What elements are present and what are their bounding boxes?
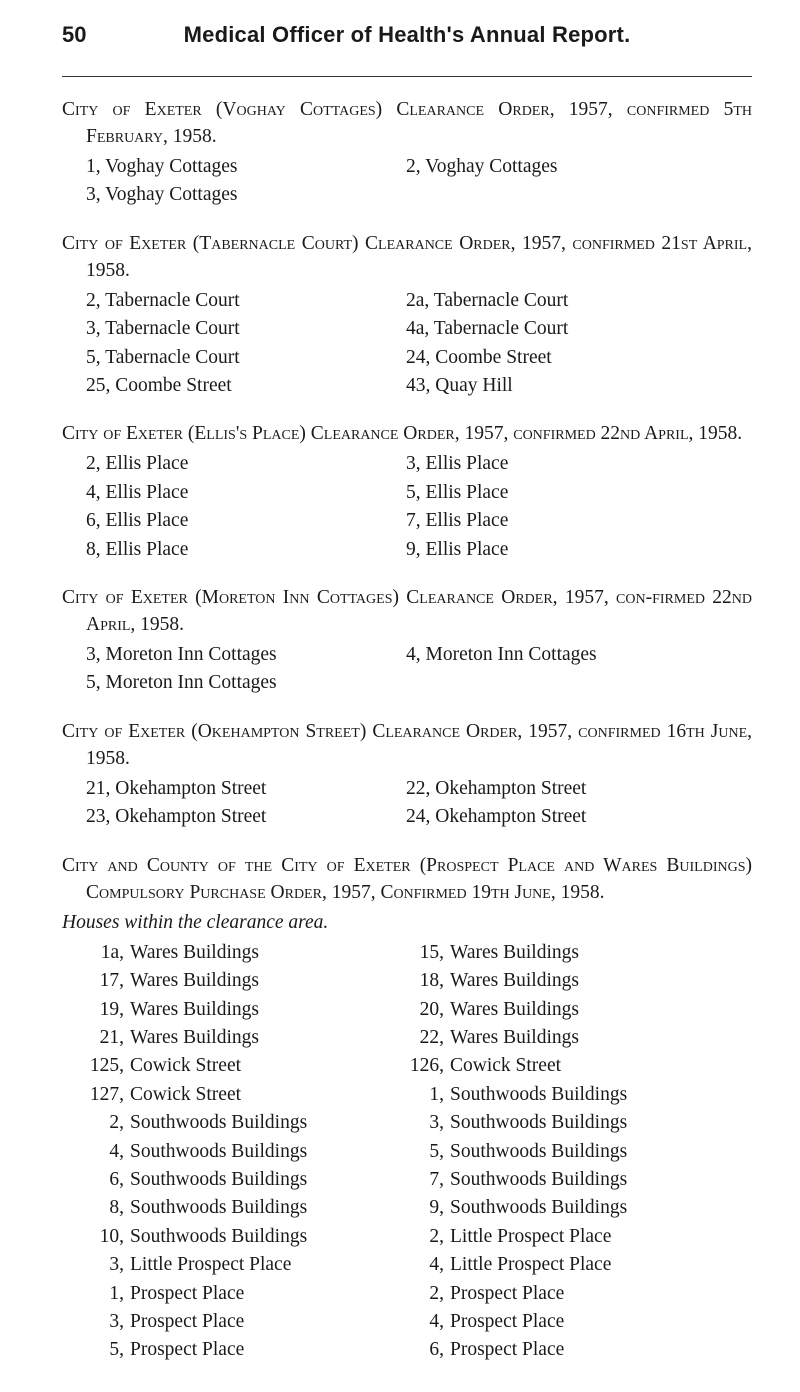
house-street: Cowick Street	[450, 1055, 562, 1077]
house-item	[402, 1138, 732, 1166]
page-number: 50	[62, 22, 87, 47]
house-item	[402, 1109, 732, 1137]
house-number: 22,	[419, 1026, 444, 1048]
house-item	[402, 1308, 732, 1336]
house-item	[402, 1081, 732, 1109]
property-item: 25, Coombe Street	[86, 375, 232, 397]
house-street: Southwoods Buildings	[130, 1140, 308, 1162]
house-number: 2,	[109, 1112, 124, 1134]
page-content	[62, 96, 752, 1385]
house-street: Wares Buildings	[450, 941, 579, 963]
property-item: 6, Ellis Place	[86, 510, 189, 532]
house-number: 125,	[89, 1055, 124, 1077]
house-street: Southwoods Buildings	[450, 1112, 628, 1134]
house-item	[402, 1166, 732, 1194]
house-number: 9,	[429, 1197, 444, 1219]
house-number: 5,	[109, 1339, 124, 1361]
house-street: Southwoods Buildings	[130, 1225, 308, 1247]
house-item	[82, 1336, 402, 1364]
house-street: Southwoods Buildings	[450, 1083, 628, 1105]
report-title: Medical Officer of Health's Annual Report.	[183, 22, 631, 47]
house-number: 1a,	[100, 941, 124, 963]
house-street: Wares Buildings	[130, 998, 259, 1020]
house-item	[82, 1166, 402, 1194]
house-item	[82, 1109, 402, 1137]
property-item: 1, Voghay Cottages	[86, 156, 238, 177]
property-list	[86, 153, 752, 210]
clearance-order-section	[62, 96, 752, 210]
property-item: 22, Okehampton Street	[406, 777, 587, 799]
house-street: Wares Buildings	[450, 1026, 579, 1048]
houses-list	[82, 939, 752, 1365]
house-number: 1,	[429, 1083, 444, 1105]
clearance-order-section	[62, 718, 752, 832]
house-number: 4,	[429, 1310, 444, 1332]
house-number: 21,	[99, 1026, 124, 1048]
subheading: Houses within the clearance area.	[62, 911, 329, 933]
property-item: 3, Tabernacle Court	[86, 318, 240, 340]
house-number: 4,	[429, 1254, 444, 1276]
house-item	[402, 1336, 732, 1364]
house-street: Cowick Street	[130, 1055, 242, 1077]
house-item	[82, 1280, 402, 1308]
property-item: 5, Ellis Place	[406, 481, 509, 503]
property-item: 5, Moreton Inn Cottages	[86, 672, 277, 694]
house-item	[402, 939, 732, 967]
house-item	[82, 1081, 402, 1109]
clearance-orders	[62, 96, 752, 832]
order-title: City of Exeter (Okehampton Street) Clearance Order, 1957, confirmed 16th June, 1958.	[62, 720, 752, 769]
order-title: City of Exeter (Tabernacle Court) Clearance Order, 1957, confirmed 21st April, 1958.	[62, 232, 752, 281]
property-item: 3, Voghay Cottages	[86, 184, 238, 206]
house-number: 126,	[409, 1055, 444, 1077]
property-item: 3, Ellis Place	[406, 453, 509, 475]
property-item: 23, Okehampton Street	[86, 806, 267, 828]
purchase-order-section	[62, 852, 752, 1365]
order-title: City of Exeter (Ellis's Place) Clearance Order, 1957, confirmed 22nd April, 1958.	[62, 423, 743, 445]
property-item: 8, Ellis Place	[86, 538, 189, 560]
house-number: 1,	[109, 1282, 124, 1304]
house-street: Wares Buildings	[130, 941, 259, 963]
house-number: 127,	[89, 1083, 124, 1105]
house-number: 17,	[99, 970, 124, 992]
house-number: 3,	[429, 1112, 444, 1134]
property-list	[86, 775, 752, 832]
house-item	[82, 1052, 402, 1080]
property-item: 4, Moreton Inn Cottages	[406, 644, 597, 666]
property-item: 24, Coombe Street	[406, 346, 552, 368]
property-item: 2, Ellis Place	[86, 453, 189, 475]
property-list	[86, 287, 752, 401]
house-street: Prospect Place	[450, 1339, 565, 1361]
house-item	[82, 1194, 402, 1222]
house-number: 3,	[109, 1310, 124, 1332]
house-number: 6,	[429, 1339, 444, 1361]
property-item: 4, Ellis Place	[86, 481, 189, 503]
house-item	[402, 1052, 732, 1080]
house-item	[82, 1223, 402, 1251]
house-item	[402, 1223, 732, 1251]
house-street: Southwoods Buildings	[130, 1168, 308, 1190]
order-title: City and County of the City of Exeter (Prospect Place and Wares Buildings) Compulsory Purchase Order, 1957, Confirmed 19th June, 1958.	[62, 854, 752, 903]
house-number: 19,	[99, 998, 124, 1020]
property-list	[86, 641, 752, 698]
property-item: 2, Voghay Cottages	[406, 156, 558, 177]
house-street: Prospect Place	[130, 1282, 245, 1304]
house-number: 4,	[109, 1140, 124, 1162]
house-street: Prospect Place	[130, 1339, 245, 1361]
house-number: 3,	[109, 1254, 124, 1276]
house-street: Southwoods Buildings	[450, 1197, 628, 1219]
house-street: Southwoods Buildings	[450, 1168, 628, 1190]
house-street: Southwoods Buildings	[130, 1197, 308, 1219]
house-street: Wares Buildings	[130, 970, 259, 992]
house-number: 20,	[419, 998, 444, 1020]
house-street: Wares Buildings	[450, 998, 579, 1020]
order-title: City of Exeter (Moreton Inn Cottages) Clearance Order, 1957, con-firmed 22nd April, 1958.	[62, 587, 752, 636]
house-item	[402, 1280, 732, 1308]
house-item	[402, 1024, 732, 1052]
page-header	[62, 22, 752, 77]
clearance-order-section	[62, 420, 752, 564]
property-list	[86, 450, 752, 564]
house-item	[82, 939, 402, 967]
property-item: 2, Tabernacle Court	[86, 289, 240, 311]
house-item	[402, 1194, 732, 1222]
house-number: 2,	[429, 1282, 444, 1304]
house-street: Wares Buildings	[450, 970, 579, 992]
house-number: 5,	[429, 1140, 444, 1162]
property-item: 7, Ellis Place	[406, 510, 509, 532]
house-number: 15,	[419, 941, 444, 963]
property-item: 4a, Tabernacle Court	[406, 318, 569, 340]
house-item	[82, 1251, 402, 1279]
house-street: Southwoods Buildings	[450, 1140, 628, 1162]
property-item: 24, Okehampton Street	[406, 806, 587, 828]
property-item: 2a, Tabernacle Court	[406, 289, 569, 311]
house-street: Southwoods Buildings	[130, 1112, 308, 1134]
property-item: 3, Moreton Inn Cottages	[86, 644, 277, 666]
order-title: City of Exeter (Voghay Cottages) Clearance Order, 1957, confirmed 5th February, 1958.	[62, 99, 752, 147]
house-number: 2,	[429, 1225, 444, 1247]
clearance-order-section	[62, 584, 752, 698]
clearance-order-section	[62, 230, 752, 401]
house-street: Little Prospect Place	[450, 1225, 612, 1247]
house-number: 6,	[109, 1168, 124, 1190]
property-item: 9, Ellis Place	[406, 538, 509, 560]
house-street: Cowick Street	[130, 1083, 242, 1105]
house-item	[82, 996, 402, 1024]
house-item	[82, 1138, 402, 1166]
house-street: Little Prospect Place	[450, 1254, 612, 1276]
house-street: Little Prospect Place	[130, 1254, 292, 1276]
house-item	[82, 1308, 402, 1336]
property-item: 21, Okehampton Street	[86, 777, 267, 799]
house-street: Wares Buildings	[130, 1026, 259, 1048]
house-number: 8,	[109, 1197, 124, 1219]
house-number: 18,	[419, 970, 444, 992]
house-item	[82, 967, 402, 995]
property-item: 5, Tabernacle Court	[86, 346, 240, 368]
house-street: Prospect Place	[450, 1282, 565, 1304]
house-number: 10,	[99, 1225, 124, 1247]
house-item	[402, 1251, 732, 1279]
house-item	[402, 996, 732, 1024]
house-number: 7,	[429, 1168, 444, 1190]
house-street: Prospect Place	[130, 1310, 245, 1332]
house-item	[402, 967, 732, 995]
house-item	[82, 1024, 402, 1052]
property-item: 43, Quay Hill	[406, 375, 513, 397]
house-street: Prospect Place	[450, 1310, 565, 1332]
